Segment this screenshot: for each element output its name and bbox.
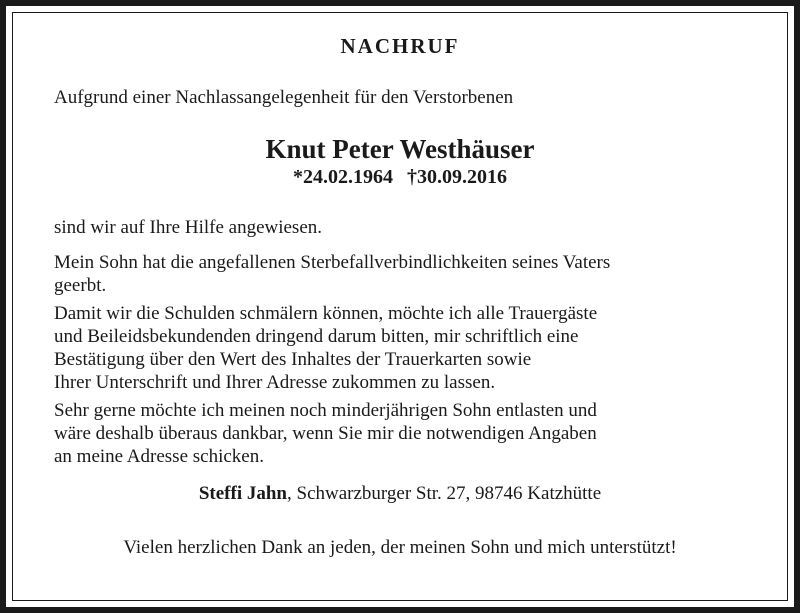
paragraph-line: Bestätigung über den Wert des Inhaltes der Trauerkarten sowie xyxy=(54,349,532,370)
paragraph-line: Sehr gerne möchte ich meinen noch minderjährigen Sohn entlasten und xyxy=(54,400,597,421)
paragraph-line: geerbt. xyxy=(54,275,107,296)
paragraph-line: und Beileidsbekundenden dringend darum bitten, mir schriftlich eine xyxy=(54,326,579,347)
son-paragraph xyxy=(54,251,754,297)
paragraph-line: an meine Adresse schicken. xyxy=(54,446,264,467)
request-paragraph xyxy=(54,302,754,394)
notice-heading: NACHRUF xyxy=(340,34,460,58)
thanks-text: Vielen herzlichen Dank an jeden, der meinen Sohn und mich unterstützt! xyxy=(123,537,677,558)
paragraph-line: wäre deshalb überaus dankbar, wenn Sie mir die notwendigen Angaben xyxy=(54,423,597,444)
birth-date: *24.02.1964 xyxy=(293,166,393,188)
deceased-name: Knut Peter Westhäuser xyxy=(265,134,535,164)
signer-name: Steffi Jahn xyxy=(198,483,287,504)
paragraph-line: Mein Sohn hat die angefallenen Sterbefallverbindlichkeiten seines Vaters xyxy=(54,252,611,273)
life-dates xyxy=(0,164,800,190)
signature-line xyxy=(0,482,800,506)
paragraph-line: Damit wir die Schulden schmälern können, möchte ich alle Trauergäste xyxy=(54,303,598,324)
signer-address: , Schwarzburger Str. 27, 98746 Katzhütte xyxy=(287,483,602,504)
help-text: sind wir auf Ihre Hilfe angewiesen. xyxy=(54,217,323,238)
death-date: †30.09.2016 xyxy=(407,166,507,188)
relief-paragraph xyxy=(54,399,754,468)
intro-text: Aufgrund einer Nachlassangelegenheit für den Verstorbenen xyxy=(54,87,514,108)
paragraph-line: Ihrer Unterschrift und Ihrer Adresse zukommen zu lassen. xyxy=(54,372,496,393)
